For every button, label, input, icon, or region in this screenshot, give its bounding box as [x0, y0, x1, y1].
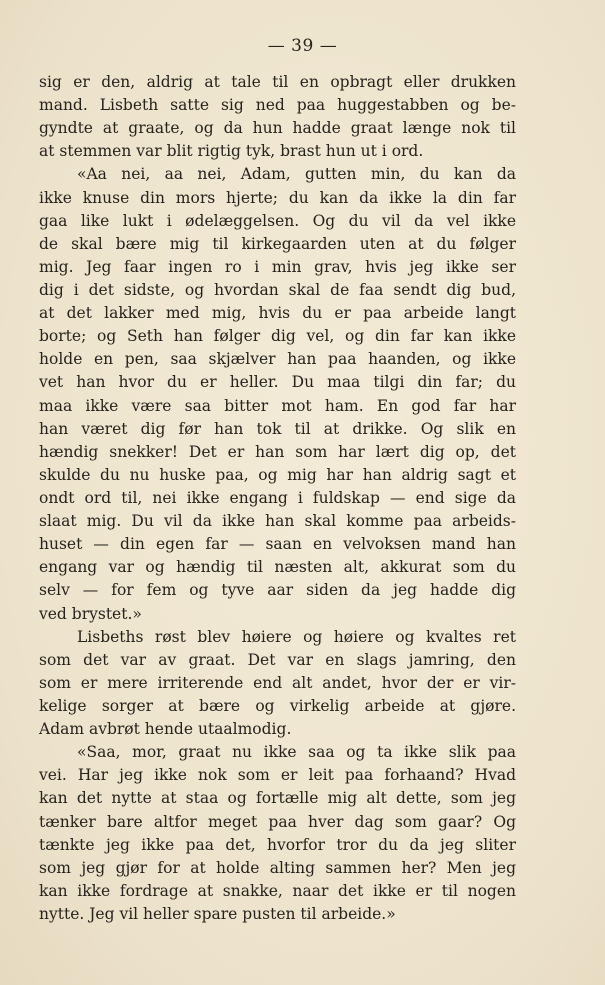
text-line: Adam avbrøt hende utaalmodig. [39, 720, 292, 739]
text-line: som det var av graat. Det var en slags jamring, den [39, 650, 516, 669]
text-line: dig i det sidste, og hvordan skal de faa sendt dig bud, [39, 280, 516, 299]
text-line: ikke knuse din mors hjerte; du kan da ikke la din far [39, 188, 516, 207]
text-line: slaat mig. Du vil da ikke han skal komme paa arbeids- [39, 512, 516, 531]
text-line: de skal bære mig til kirkegaarden uten at du følger [39, 234, 516, 253]
text-line: som er mere irriterende end alt andet, hvor der er vir- [39, 673, 516, 692]
text-line: kan ikke fordrage at snakke, naar det ikke er til nogen [39, 881, 516, 900]
text-line: ondt ord til, nei ikke engang i fuldskap — end sige da [39, 488, 516, 507]
text-line: sig er den, aldrig at tale til en opbragt eller drukken [39, 73, 516, 91]
text-line: holde en pen, saa skjælver han paa haanden, og ikke [39, 350, 516, 369]
text-line: selv — for fem og tyve aar siden da jeg hadde dig [39, 581, 516, 600]
text-line: «Aa nei, aa nei, Adam, gutten min, du kan da [77, 165, 516, 184]
text-line: at det lakker med mig, hvis du er paa arbeide langt [39, 304, 516, 323]
text-line: vei. Har jeg ikke nok som er leit paa forhaand? Hvad [39, 766, 516, 785]
text-line: gaa like lukt i ødelæggelsen. Og du vil da vel ikke [39, 211, 516, 230]
page-number: — 39 — [267, 36, 338, 56]
text-line: tænker bare altfor meget paa hver dag som gaar? Og [39, 812, 516, 831]
text-line: mig. Jeg faar ingen ro i min grav, hvis jeg ikke ser [39, 257, 516, 276]
text-line: vet han hvor du er heller. Du maa tilgi din far; du [39, 373, 516, 392]
text-line: gyndte at graate, og da hun hadde graat længe nok til [39, 119, 516, 138]
text-line: mand. Lisbeth satte sig ned paa huggestabben og be- [39, 96, 516, 115]
text-line: engang var og hændig til næsten alt, akkurat som du [39, 558, 516, 577]
text-line: borte; og Seth han følger dig vel, og din far kan ikke [39, 327, 516, 346]
text-line: kelige sorger at bære og virkelig arbeide at gjøre. [39, 696, 516, 715]
text-line: kan det nytte at staa og fortælle mig alt dette, som jeg [39, 789, 516, 808]
text-line: maa ikke være saa bitter mot ham. En god far har [39, 396, 516, 415]
text-line: huset — din egen far — saan en velvoksen mand han [39, 535, 516, 554]
text-line: at stemmen var blit rigtig tyk, brast hun ut i ord. [39, 142, 424, 161]
text-line: Lisbeths røst blev høiere og høiere og kvaltes ret [77, 627, 516, 646]
text-line: tænkte jeg ikke paa det, hvorfor tror du da jeg sliter [39, 835, 516, 854]
text-line: hændig snekker! Det er han som har lært dig op, det [39, 442, 516, 461]
text-line: skulde du nu huske paa, og mig har han aldrig sagt et [39, 465, 516, 484]
text-line: som jeg gjør for at holde alting sammen her? Men jeg [39, 858, 516, 877]
text-line: han været dig før han tok til at drikke. Og slik en [39, 419, 516, 438]
text-line: «Saa, mor, graat nu ikke saa og ta ikke slik paa [77, 743, 516, 762]
text-line: nytte. Jeg vil heller spare pusten til arbeide.» [39, 904, 396, 923]
body-text [39, 71, 516, 926]
text-line: ved brystet.» [39, 604, 142, 623]
